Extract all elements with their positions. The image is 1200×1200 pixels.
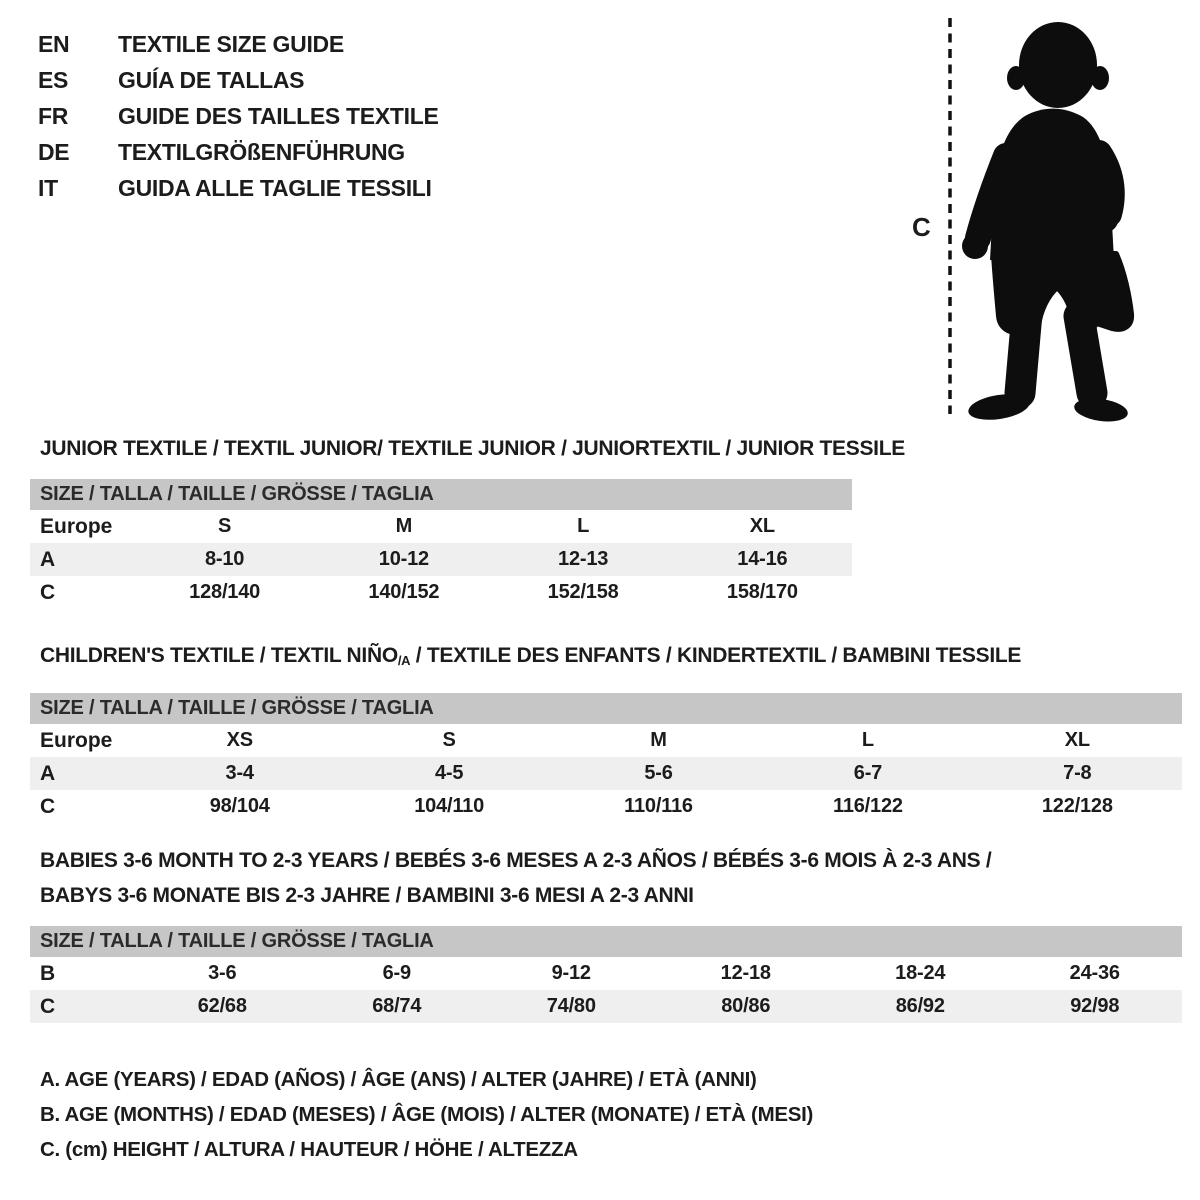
babies-table-body <box>30 957 1182 1023</box>
size-cell: XL <box>1064 729 1090 751</box>
guide-title-it: GUIDA ALLE TAGLIE TESSILI <box>118 174 432 201</box>
legend-line-a: A. AGE (YEARS) / EDAD (AÑOS) / ÂGE (ANS) / ALTER (JAHRE) / ETÀ (ANNI) <box>40 1068 757 1091</box>
months-cell: 9-12 <box>551 962 591 984</box>
months-cell: 6-9 <box>382 962 411 984</box>
age-cell: 6-7 <box>853 762 883 784</box>
age-cell: 3-4 <box>225 762 254 784</box>
children-title-subscript: /A <box>397 653 411 668</box>
size-cell: S <box>442 729 456 751</box>
table-row-height <box>30 990 1182 1023</box>
size-cell: S <box>218 515 232 537</box>
height-cell: 80/86 <box>721 995 771 1017</box>
table-row-age <box>30 757 1182 790</box>
row-label: C <box>40 994 56 1018</box>
junior-table-body <box>30 510 852 609</box>
row-label: Europe <box>40 728 113 752</box>
height-cell: 140/152 <box>368 581 440 603</box>
language-code-it: IT <box>38 174 58 201</box>
height-cell: 110/116 <box>624 795 693 817</box>
children-size-header: SIZE / TALLA / TAILLE / GRÖSSE / TAGLIA <box>30 693 1182 724</box>
language-code-en: EN <box>38 30 70 57</box>
language-code-es: ES <box>38 66 69 93</box>
age-cell: 8-10 <box>205 548 245 570</box>
months-cell: 3-6 <box>208 962 237 984</box>
size-cell: XL <box>749 515 775 537</box>
guide-title-es: GUÍA DE TALLAS <box>118 66 305 93</box>
height-cell: 86/92 <box>895 995 945 1017</box>
height-cell: 122/128 <box>1041 795 1113 817</box>
language-row-it <box>38 170 439 206</box>
junior-size-header: SIZE / TALLA / TAILLE / GRÖSSE / TAGLIA <box>30 479 852 510</box>
babies-size-header: SIZE / TALLA / TAILLE / GRÖSSE / TAGLIA <box>30 926 1182 957</box>
row-label: B <box>40 961 56 985</box>
children-table-title <box>30 644 1182 673</box>
row-label: A <box>40 547 56 571</box>
language-row-es <box>38 62 439 98</box>
language-row-en <box>38 26 439 62</box>
language-code-de: DE <box>38 138 70 165</box>
height-cell: 68/74 <box>372 995 422 1017</box>
babies-table-title-line1: BABIES 3-6 MONTH TO 2-3 YEARS / BEBÉS 3-6 MESES A 2-3 AÑOS / BÉBÉS 3-6 MOIS À 2-3 ANS / <box>40 849 992 872</box>
table-row-europe <box>30 724 1182 757</box>
guide-title-en: TEXTILE SIZE GUIDE <box>118 30 344 57</box>
legend <box>40 1062 813 1167</box>
size-cell: L <box>861 729 874 751</box>
children-title-prefix: CHILDREN'S TEXTILE / TEXTIL NIÑO <box>40 644 398 667</box>
table-row-height <box>30 790 1182 823</box>
height-cell: 152/158 <box>547 581 619 603</box>
row-label: C <box>40 794 56 818</box>
height-cell: 128/140 <box>189 581 261 603</box>
age-cell: 4-5 <box>434 762 464 784</box>
months-cell: 12-18 <box>720 962 771 984</box>
babies-table-section <box>30 838 1182 1023</box>
height-measure-label: C <box>912 212 931 242</box>
height-cell: 92/98 <box>1070 995 1120 1017</box>
toddler-silhouette <box>962 22 1131 423</box>
table-row-age <box>30 543 852 576</box>
junior-table-section <box>30 425 905 609</box>
age-cell: 14-16 <box>737 548 788 570</box>
babies-table-title-line2: BABYS 3-6 MONATE BIS 2-3 JAHRE / BAMBINI 3-6 MESI A 2-3 ANNI <box>40 884 694 907</box>
age-cell: 5-6 <box>644 762 673 784</box>
row-label: Europe <box>40 514 113 538</box>
legend-line-b: B. AGE (MONTHS) / EDAD (MESES) / ÂGE (MOIS) / ALTER (MONATE) / ETÀ (MESI) <box>40 1103 814 1126</box>
guide-title-fr: GUIDE DES TAILLES TEXTILE <box>118 102 439 129</box>
size-cell: M <box>395 515 413 537</box>
table-row-europe <box>30 510 852 543</box>
row-label: A <box>40 761 56 785</box>
age-cell: 12-13 <box>558 548 609 570</box>
toddler-silhouette-image <box>900 8 1152 423</box>
children-table-body <box>30 724 1182 823</box>
children-title-suffix: / TEXTILE DES ENFANTS / KINDERTEXTIL / BAMBINI TESSILE <box>410 644 1022 667</box>
language-header <box>38 26 439 206</box>
months-cell: 18-24 <box>895 962 946 984</box>
language-code-fr: FR <box>38 102 69 129</box>
children-table-section <box>30 632 1182 823</box>
height-cell: 98/104 <box>209 795 270 817</box>
size-cell: M <box>650 729 667 751</box>
table-row-height <box>30 576 852 609</box>
table-row-months <box>30 957 1182 990</box>
height-cell: 62/68 <box>197 995 247 1017</box>
height-figure <box>900 8 1152 423</box>
height-cell: 116/122 <box>833 795 903 817</box>
guide-title-de: TEXTILGRÖßENFÜHRUNG <box>118 138 405 165</box>
legend-line-c: C. (cm) HEIGHT / ALTURA / HAUTEUR / HÖHE / ALTEZZA <box>40 1138 578 1161</box>
language-row-de <box>38 134 439 170</box>
row-label: C <box>40 580 56 604</box>
age-cell: 10-12 <box>378 548 429 570</box>
height-cell: 158/170 <box>726 581 798 603</box>
junior-table-title: JUNIOR TEXTILE / TEXTIL JUNIOR/ TEXTILE JUNIOR / JUNIORTEXTIL / JUNIOR TESSILE <box>40 437 905 460</box>
months-cell: 24-36 <box>1069 962 1120 984</box>
language-row-fr <box>38 98 439 134</box>
age-cell: 7-8 <box>1063 762 1092 784</box>
size-cell: L <box>577 515 590 537</box>
size-cell: XS <box>226 729 253 751</box>
height-cell: 74/80 <box>546 995 596 1017</box>
height-cell: 104/110 <box>414 795 484 817</box>
